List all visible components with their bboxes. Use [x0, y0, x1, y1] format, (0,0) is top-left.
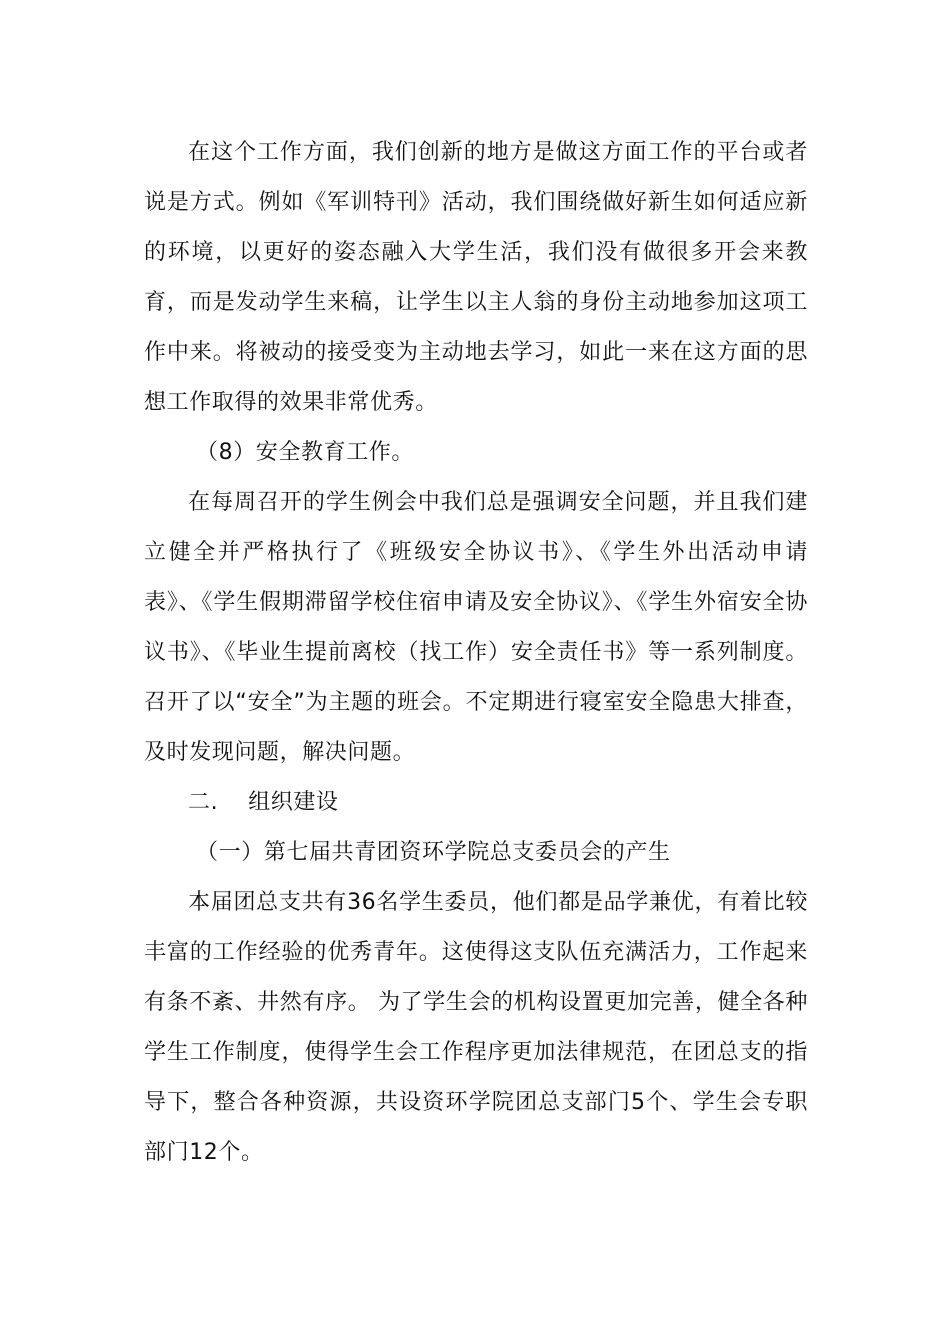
subsection-heading-committee: （一）第七届共青团资环学院总支委员会的产生 [196, 840, 671, 865]
section-heading-organization [144, 778, 808, 828]
paragraph-innovation: 在这个工作方面，我们创新的地方是做这方面工作的平台或者说是方式。例如《军训特刊》活动，我们围绕做好新生如何适应新的环境，以更好的姿态融入大学生活，我们没有做很多开会来教育，而是发动学生来稿，让学生以主人翁的身份主动地参加这项工作中来。将被动的接受变为主动地去学习，如此一来在这方面的思想工作取得的效果非常优秀。 [144, 140, 808, 415]
section-title: 组织建设 [248, 790, 339, 815]
section-number: 二. [188, 790, 219, 815]
document-body [144, 128, 808, 1178]
paragraph-committee: 本届团总支共有36名学生委员，他们都是品学兼优，有着比较丰富的工作经验的优秀青年。这使得这支队伍充满活力，工作起来有条不紊、井然有序。 为了学生会的机构设置更加完善，健全各种学生工作制度，使得学生会工作程序更加法律规范，在团总支的指导下，整合各种资源，共设资环学院团总支部门5个、学生会专职部门12个。 [144, 890, 808, 1165]
heading-safety-education: （8）安全教育工作。 [196, 440, 414, 465]
paragraph-safety: 在每周召开的学生例会中我们总是强调安全问题，并且我们建立健全并严格执行了《班级安全协议书》、《学生外出活动申请表》、《学生假期滞留学校住宿申请及安全协议》、《学生外宿安全协议书》、《毕业生提前离校（找工作）安全责任书》等一系列制度。召开了以“安全”为主题的班会。不定期进行寝室安全隐患大排查，及时发现问题，解决问题。 [144, 490, 808, 765]
